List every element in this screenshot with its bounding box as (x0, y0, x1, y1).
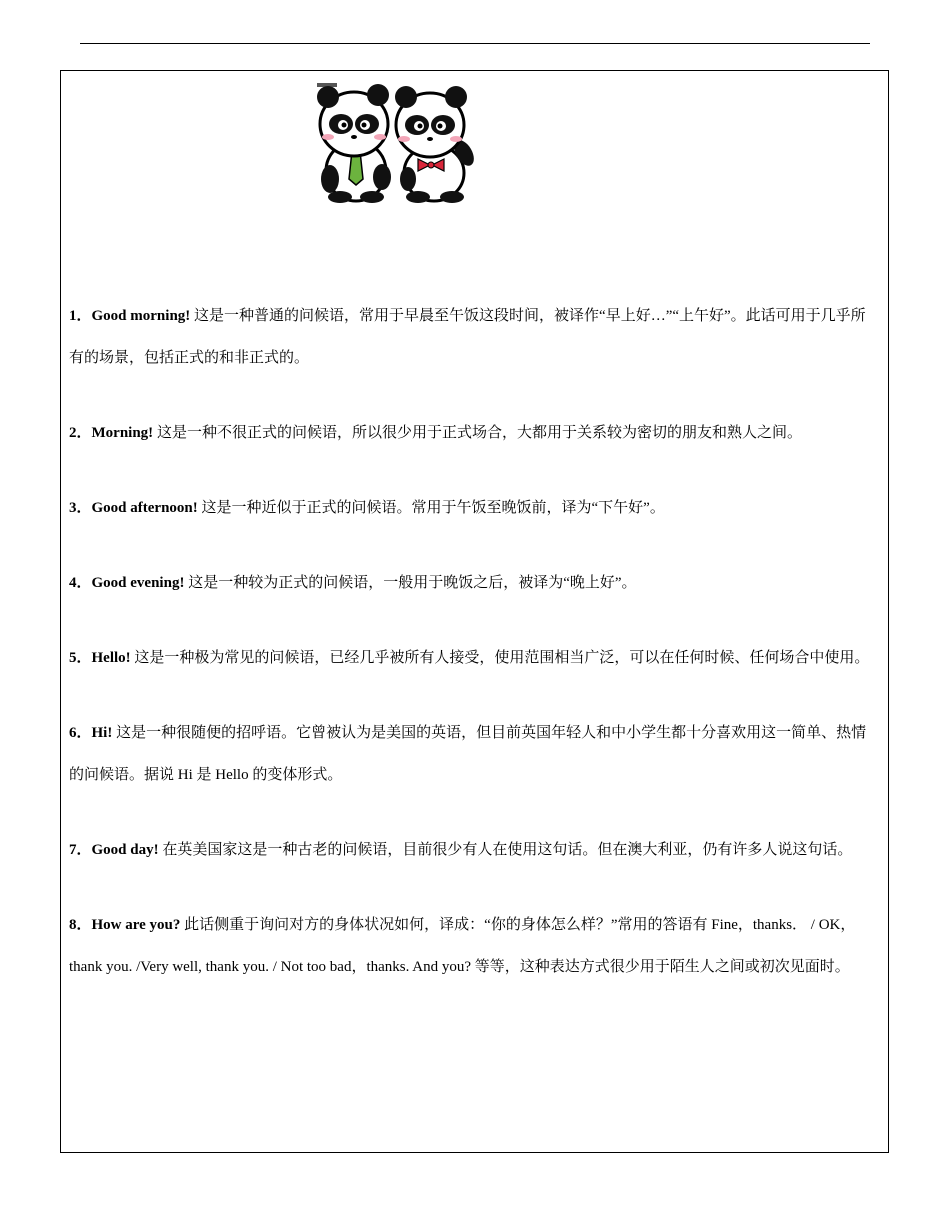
greeting-number: 8． (69, 917, 92, 933)
greeting-item-5 (69, 637, 877, 679)
greeting-number: 3． (69, 500, 92, 516)
greeting-number: 1． (69, 308, 92, 324)
greeting-phrase: Good day! (91, 842, 159, 858)
greeting-explanation: 这是一种很随便的招呼语。它曾被认为是美国的英语，但目前英国年轻人和中小学生都十分喜欢用这一简单、热情的问候语。据说 Hi 是 Hello 的变体形式。 (69, 725, 867, 783)
greeting-phrase: Hello! (91, 650, 131, 666)
greeting-phrase: Good morning! (91, 308, 191, 324)
greeting-list (69, 295, 877, 1021)
greeting-item-3 (69, 487, 877, 529)
greeting-item-7 (69, 829, 877, 871)
greeting-phrase: How are you? (91, 917, 181, 933)
greeting-phrase: Hi! (91, 725, 113, 741)
content-box (60, 70, 889, 1153)
greeting-explanation: 这是一种极为常见的问候语，已经几乎被所有人接受，使用范围相当广泛，可以在任何时候、任何场合中使用。 (134, 650, 870, 666)
greeting-number: 6． (69, 725, 92, 741)
greeting-explanation: 这是一种不很正式的问候语，所以很少用于正式场合，大都用于关系较为密切的朋友和熟人之间。 (156, 425, 802, 441)
greeting-item-1 (69, 295, 877, 379)
greeting-phrase: Morning! (91, 425, 154, 441)
header-rule (80, 43, 870, 44)
greeting-item-8 (69, 904, 877, 988)
greeting-explanation: 这是一种近似于正式的问候语。常用于午饭至晚饭前，译为“下午好”。 (201, 500, 665, 516)
greeting-explanation: 这是一种较为正式的问候语，一般用于晚饭之后，被译为“晚上好”。 (188, 575, 637, 591)
greeting-item-2 (69, 412, 877, 454)
greeting-phrase: Good evening! (91, 575, 185, 591)
greeting-number: 5． (69, 650, 92, 666)
greeting-explanation: 在英美国家这是一种古老的问候语，目前很少有人在使用这句话。但在澳大利亚，仍有许多人说这句话。 (162, 842, 853, 858)
greeting-number: 4． (69, 575, 92, 591)
greeting-number: 2． (69, 425, 92, 441)
greeting-item-4 (69, 562, 877, 604)
greeting-explanation: 此话侧重于询问对方的身体状况如何，译成：“你的身体怎么样？”常用的答语有 Fine，thanks． / OK，thank you. /Very well, thank you. / Not too bad，thanks. And you? 等等，这种表达方式很少用于陌生人之间或初次见面时。 (69, 917, 856, 975)
greeting-number: 7． (69, 842, 92, 858)
panda-pair-illustration (314, 79, 480, 204)
greeting-item-6 (69, 712, 877, 796)
greeting-phrase: Good afternoon! (91, 500, 198, 516)
greeting-explanation: 这是一种普通的问候语，常用于早晨至午饭这段时间，被译作“早上好…”“上午好”。此话可用于几乎所有的场景，包括正式的和非正式的。 (69, 308, 866, 366)
